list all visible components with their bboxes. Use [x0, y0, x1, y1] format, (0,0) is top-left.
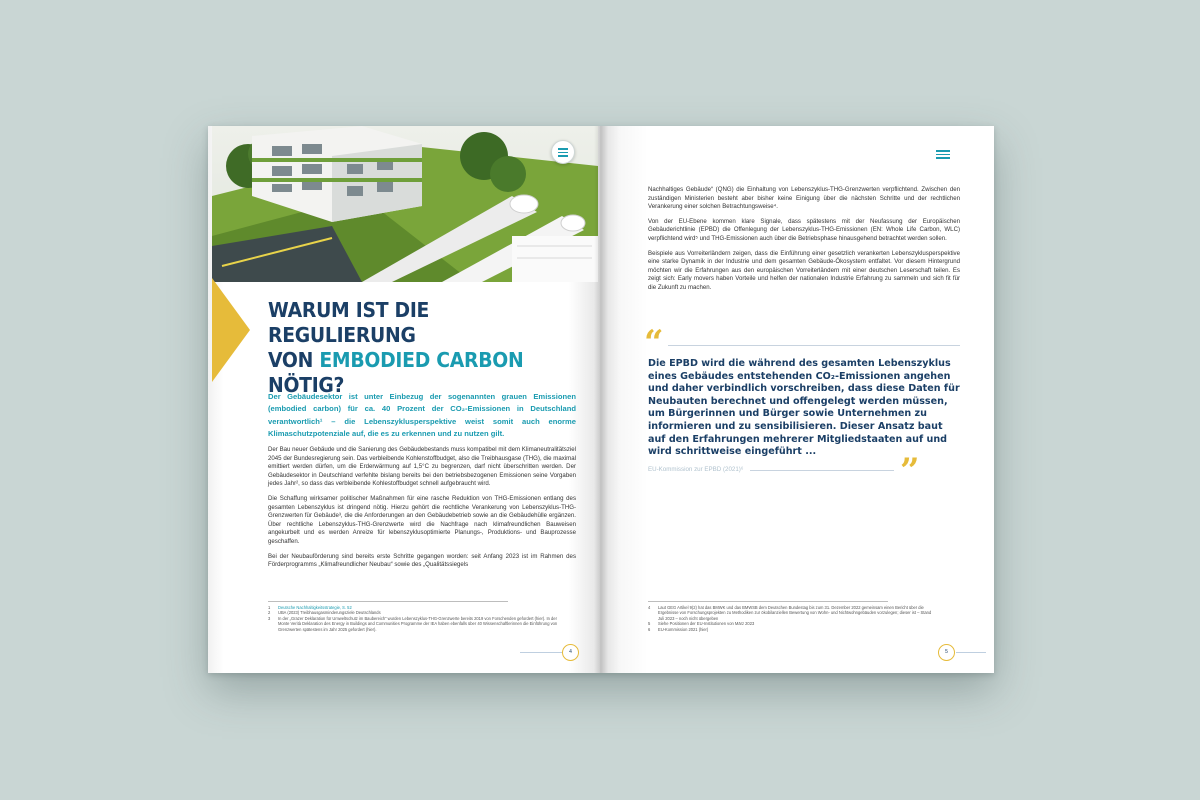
quote-open-icon: “ — [644, 323, 664, 363]
gutter-shadow — [594, 126, 608, 673]
quote-source-rule — [750, 470, 894, 471]
menu-icon[interactable] — [936, 148, 952, 160]
footnote: 4 Laut GEG Artikel 9(2) hat das BMWK und das BMWSB dem Deutschen Bundestag bis zum 31. Dezember 2022 gemeinsam einen Bericht über die Ergebnisse von Forschungsprojekten zu Methodiken zur ökobilanziellen Bewertung von Wohn- und Nichtwohngebäuden vorzulegen; dieser ist – Stand Juli 2023 – noch nicht übergeben — [648, 605, 932, 621]
paragraph: Die Schaffung wirksamer politischer Maßnahmen für eine rasche Reduktion von THG-Emissionen entlang des gesamten Lebenszyklus ist dringend nötig. Hierzu gehört die rechtliche Verankerung von Lebenszyklus-THG-Grenzwerten für Gebäude³, die die Anforderungen an den Gebäudebetrieb sowie an die Gebäudehülle ergänzen. Über rechtliche Lebenszyklus-THG-Grenzwerte wird die Nachfrage nach klimafreundlichen Bauweisen angekurbelt und es werden Anreize für lebenszyklusoptimierte Planungs-, Produktions- und Bauprozesse geschaffen. — [268, 494, 576, 545]
menu-icon[interactable] — [551, 140, 575, 164]
building-photo — [212, 126, 598, 282]
footnotes-right — [648, 601, 938, 632]
body-text-left — [268, 446, 576, 576]
page-number: 4 — [562, 644, 579, 661]
paragraph: Bei der Neubauförderung sind bereits erste Schritte gegangen worden: seit Anfang 2023 ist im Rahmen des Förderprogramms „Klimafreundlicher Neubau“ sowie des „Qualitätssiegels — [268, 552, 576, 569]
footnote: 5 Siehe Positionen der EU-Institutionen von März 2023 — [648, 621, 755, 627]
paragraph: Beispiele aus Vorreiterländern zeigen, dass die Einführung einer gesetzlich verankerten Lebenszyklusperspektive eine starke Dynamik in der Industrie und dem gesamten Gebäude-Ökosystem entfaltet. Vor diesem Hintergrund möchten wir die Erfahrungen aus den europäischen Vorreiterländern mit einer deutschen Leserschaft teilen. Es zeigt sich: Early movers haben Vorteile und helfen der nationalen Industrie Erfahrung zu sammeln und sich fit für die Zukunft zu machen. — [648, 249, 960, 291]
quote-rule — [668, 345, 960, 346]
footnotes-left — [268, 601, 558, 632]
page-headline: WARUM IST DIE REGULIERUNG VON EMBODIED CARBON NÖTIG? — [268, 298, 524, 397]
body-text-right — [648, 186, 960, 299]
footnote: 1 Deutsche Nachhaltigkeitsstrategie, S. 52 — [268, 605, 352, 610]
footnote: 2 UBA (2023) Treibhausgasminderungsziele Deutschlands — [268, 610, 381, 616]
right-page — [600, 126, 994, 673]
page-number: 5 — [938, 644, 955, 661]
brochure-spread — [208, 126, 994, 673]
paragraph: Nachhaltiges Gebäude“ (QNG) die Einhaltung von Lebenszyklus-THG-Grenzwerten verpflichtend. Zwischen den zuständigen Ministerien besteht aber bisher keine Einigung über die nächsten Schritte und der rechtlichen Verankerung einer solchen Betrachtungsweise⁴. — [648, 186, 960, 211]
lead-paragraph: Der Gebäudesektor ist unter Einbezug der sogenannten grauen Emissionen (embodied carbon) für ca. 40 Prozent der CO₂-Emissionen in Deutschland verantwortlich¹ – die Lebenszyklusperspektive weist somit auch enorme Klimaschutzpotenziale auf, die es zu erkennen und zu nutzen gilt. — [268, 392, 576, 439]
left-page — [208, 126, 600, 673]
pull-quote: Die EPBD wird die während des gesamten Lebenszyklus eines Gebäudes entstehenden CO₂-Emissionen angehen und daher verbindlich vorschreiben, dass diese Daten für Neubauten berechnet und offengelegt werden müssen, um Bürgerinnen und Bürger sowie Unternehmen zu informieren und zu sensibilisieren. Dieser Ansatz baut auf den Erfahrungen mehrerer Mitgliedstaaten auf und wird schrittweise eingeführt ... — [648, 358, 960, 458]
headline-accent: EMBODIED CARBON — [319, 348, 524, 372]
quote-close-icon: ” — [900, 451, 920, 491]
yellow-chevron — [212, 278, 250, 382]
page-number-rule — [520, 652, 562, 653]
page-number-rule — [956, 652, 986, 653]
paragraph: Der Bau neuer Gebäude und die Sanierung des Gebäudebestands muss kompatibel mit dem Klimaneutralitätsziel 2045 der Bundesregierung sein. Das verbleibende Kohlenstoffbudget, also die Treibhausgase (THG), die maximal emittiert werden dürfen, um die Erderwärmung auf 1,5°C zu begrenzen, darf nicht überschritten werden. Der Gebäudesektor in Deutschland verfehlte bislang bereits bei den betriebsbezogenen Emissionen seine Vorgaben jedes Jahr², so dass das verbleibende Kohlestoffbudget schnell aufgebraucht wird. — [268, 446, 576, 488]
quote-source: EU-Kommission zur EPBD (2021)⁶ — [648, 466, 744, 473]
footnote: 6 EU-Kommission 2021 (hier) — [648, 626, 709, 632]
footnote: 3 In der „Grazer Deklaration für Umweltschutz im Baubereich“ wurden Lebenszyklus-THG-Grenzwerte bereits 2019 von Forschenden gefordert (hier). In der Monte Verità Deklaration des Energy in Buildings and Communities Programme der IEA haben ebenfalls über 40 Wissenschaftlerinnen die Einführung von Grenzwerten spätestens im Jahr 2025 gefordert (hier). — [268, 615, 558, 632]
paragraph: Von der EU-Ebene kommen klare Signale, dass spätestens mit der Neufassung der Europäischen Gebäuderichtlinie (EPBD) die Offenlegung der Lebenszyklus-THG-Emissionen (EN: Whole Life Carbon, WLC) verpflichtend wird⁵ und THG-Emissionen auch über die Betriebsphase hinausgehend betrachtet werden sollen. — [648, 217, 960, 242]
